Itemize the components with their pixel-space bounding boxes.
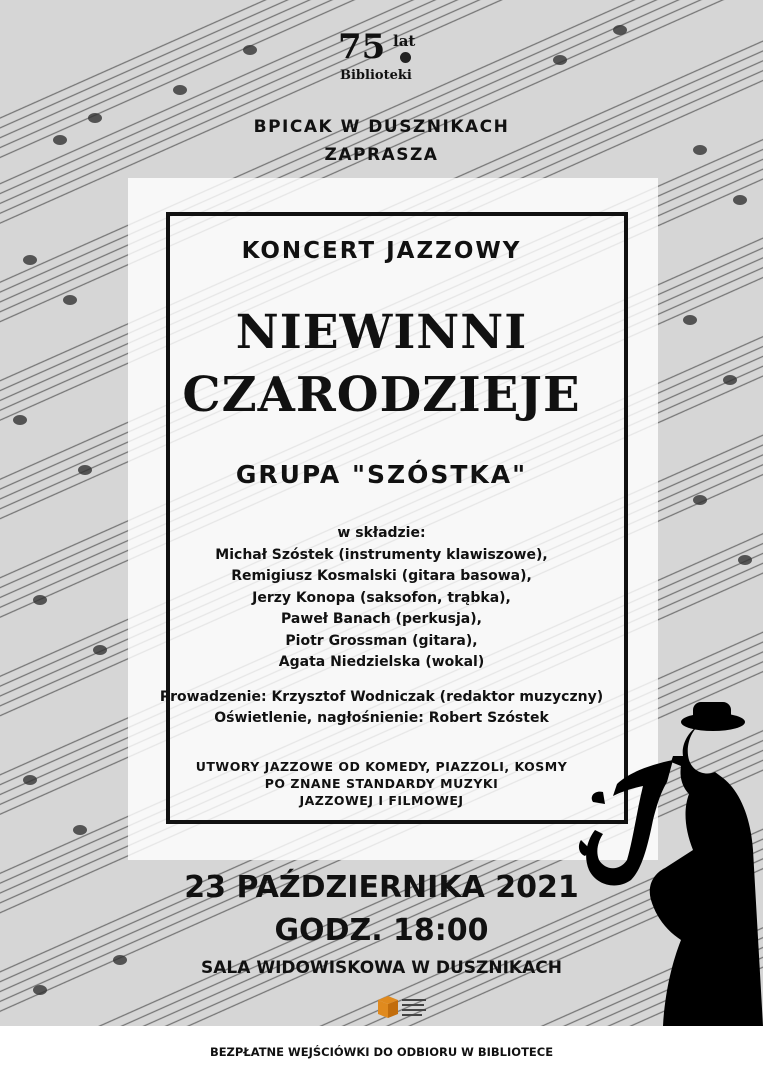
repertoire-line: JAZZOWEJ I FILMOWEJ xyxy=(299,793,464,808)
repertoire-line: UTWORY JAZZOWE OD KOMEDY, PIAZZOLI, KOSMY xyxy=(195,759,568,774)
saxophonist-silhouette-icon xyxy=(573,700,763,1026)
list-item: Paweł Banach (perkusja), xyxy=(281,611,482,627)
anniversary-logo xyxy=(338,27,430,86)
list-item: Jerzy Konopa (saksofon, trąbka), xyxy=(252,589,511,606)
logo-number: 75 xyxy=(338,27,386,67)
event-venue: SALA WIDOWISKOWA W DUSZNIKACH xyxy=(201,958,562,978)
event-type: KONCERT JAZZOWY xyxy=(241,238,522,264)
list-item: Piotr Grossman (gitara), xyxy=(285,632,478,649)
members-list xyxy=(0,523,763,674)
list-item: Michał Szóstek (instrumenty klawiszowe), xyxy=(215,546,548,563)
footer-note: BEZPŁATNE WEJŚCIÓWKI DO ODBIORU W BIBLIOTECE xyxy=(209,1045,554,1059)
credit-line: Prowadzenie: Krzysztof Wodniczak (redaktor muzyczny) xyxy=(159,689,604,705)
library-logo-icon xyxy=(368,996,436,1024)
title-line: NIEWINNI xyxy=(235,305,528,360)
list-item: Agata Niedzielska (wokal) xyxy=(278,654,485,670)
credit-line: Oświetlenie, nagłośnienie: Robert Szóstek xyxy=(214,710,549,726)
group-name: GRUPA "SZÓSTKA" xyxy=(235,460,528,489)
organizer-line: BPICAK W DUSZNIKACH xyxy=(253,117,510,137)
event-date: 23 PAŹDZIERNIKA 2021 xyxy=(184,870,579,905)
organizer-line: ZAPRASZA xyxy=(324,145,439,165)
title-line: CZARODZIEJE xyxy=(182,367,581,423)
event-time: GODZ. 18:00 xyxy=(274,913,489,948)
repertoire-line: PO ZNANE STANDARDY MUZYKI xyxy=(264,776,499,791)
list-item: Remigiusz Kosmalski (gitara basowa), xyxy=(231,568,532,584)
logo-name: Biblioteki xyxy=(340,68,412,83)
list-item: w składzie: xyxy=(337,525,426,541)
logo-word: lat xyxy=(393,32,416,50)
organizer xyxy=(0,113,763,169)
emblem-icon xyxy=(400,52,411,63)
